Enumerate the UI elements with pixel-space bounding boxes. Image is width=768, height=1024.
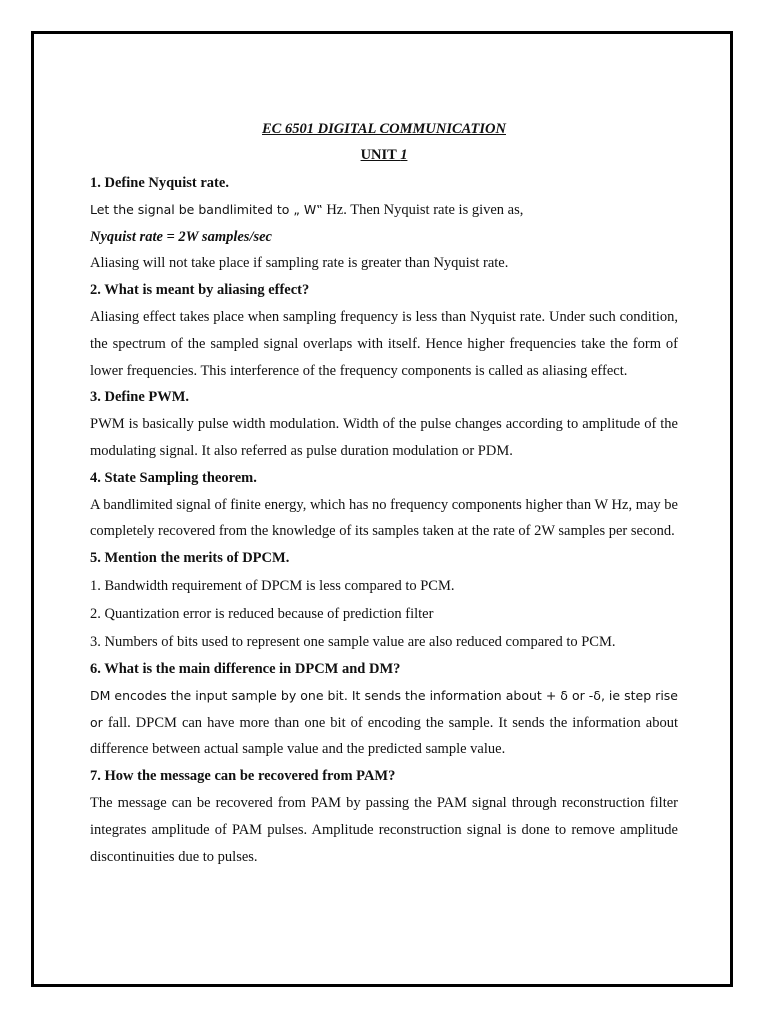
question-7: 7. How the message can be recovered from PAM? (90, 768, 396, 785)
answer-7: The message can be recovered from PAM by passing the PAM signal through reconstruction filter integrates amplitude of PAM pulses. Amplitude reconstruction signal is done to remove amplitude discontinuities due to pulses. (90, 794, 678, 865)
answer-6-rest: fall. DPCM can have more than one bit of encoding the sample. It sends the information about difference between actual sample value and the predicted sample value. (90, 714, 678, 758)
answer-1-line (90, 197, 678, 224)
course-title: EC 6501 DIGITAL COMMUNICATION (262, 121, 506, 137)
question-3: 3. Define PWM. (90, 389, 190, 406)
answer-1-sans-run: Let the signal be bandlimited to „ W‟ (90, 201, 323, 217)
answer-6-sans-run: DM encodes the input sample by one bit. It sends the information about + δ or -δ, ie step rise or (90, 687, 678, 730)
unit-title (90, 142, 678, 168)
unit-number: 1 (400, 147, 408, 163)
answer-4: A bandlimited signal of finite energy, which has no frequency components higher than W Hz, may be completely recovered from the knowledge of its samples taken at the rate of 2W samples per second. (90, 496, 678, 540)
list-item: 2. Quantization error is reduced because of prediction filter (90, 605, 434, 622)
answer-1-rest: Hz. Then Nyquist rate is given as, (322, 201, 524, 218)
question-6: 6. What is the main difference in DPCM and DM? (90, 660, 401, 677)
answer-2: Aliasing effect takes place when sampling frequency is less than Nyquist rate. Under such condition, the spectrum of the sampled signal overlaps with itself. Hence higher frequencies take the form of lower frequencies. This interference of the frequency components is called as aliasing effect. (90, 308, 678, 379)
list-item: 1. Bandwidth requirement of DPCM is less compared to PCM. (90, 577, 455, 594)
question-1: 1. Define Nyquist rate. (90, 175, 229, 191)
answer-1-note: Aliasing will not take place if sampling rate is greater than Nyquist rate. (90, 255, 509, 272)
unit-label: UNIT (360, 147, 401, 163)
document-body (90, 116, 678, 870)
answer-6 (90, 683, 678, 763)
answer-3: PWM is basically pulse width modulation. Width of the pulse changes according to amplitude of the modulating signal. It also referred as pulse duration modulation or PDM. (90, 416, 678, 459)
question-4: 4. State Sampling theorem. (90, 469, 257, 486)
list-item: 3. Numbers of bits used to represent one sample value are also reduced compared to PCM. (90, 633, 616, 650)
question-2: 2. What is meant by aliasing effect? (90, 282, 310, 299)
nyquist-formula: Nyquist rate = 2W samples/sec (90, 228, 272, 245)
question-5: 5. Mention the merits of DPCM. (90, 550, 290, 567)
